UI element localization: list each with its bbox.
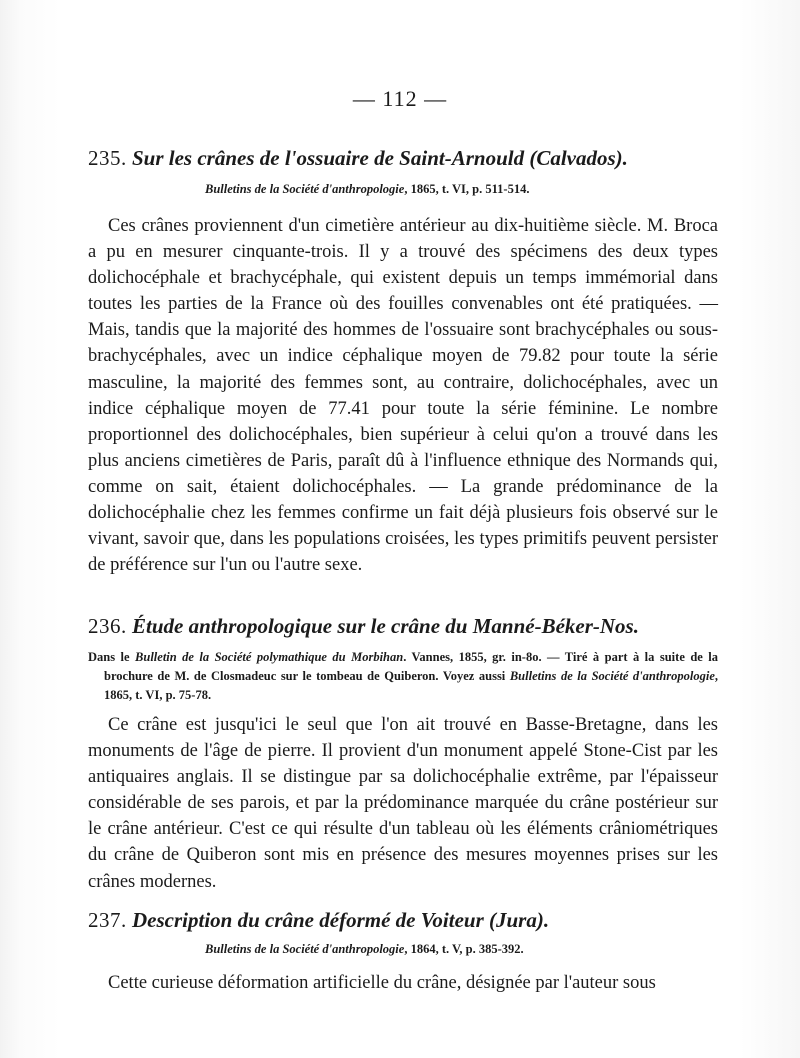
body-paragraph: Ce crâne est jusqu'ici le seul que l'on ait trouvé en Basse-Bretagne, dans les monuments de l'âge de pierre. Il provient d'un monument appelé Stone-Cist par les antiquaires anglais. Il se distingue par sa dolichocéphalie extrême, par l'épaisseur considérable de ses parois, et par la prédominance marquée du crâne postérieur sur le crâne antérieur. C'est ce qui résulte d'un tableau où les éléments crâniométriques du crâne de Quiberon sont mis en présence des mesures moyennes prises sur les crânes modernes. (88, 715, 718, 892)
body-paragraph: Ces crânes proviennent d'un cimetière antérieur au dix-huitième siècle. M. Broca a pu en mesurer cinquante-trois. Il y a trouvé des spécimens des deux types dolichocéphale et brachycéphale, qui existent depuis un temps immémorial dans toutes les parties de la France où des fouilles convenables ont été pratiquées. — Mais, tandis que la majorité des hommes de l'ossuaire sont brachycéphales ou sous-brachycéphales, avec un indice céphalique moyen de 79.82 pour toute la série masculine, la majorité des femmes sont, au contraire, dolichocéphales, avec un indice céphalique moyen de 77.41 pour toute la série féminine. Le nombre proportionnel des dolichocéphales, bien supérieur à celui qu'on a trouvé dans les plus anciens cimetières de Paris, paraît dû à l'influence ethnique des Normands qui, comme on sait, étaient dolichocéphales. — La grande prédominance de la dolichocéphalie chez les femmes confirme un fait déjà plusieurs fois observé sur le vivant, savoir que, dans les populations croisées, les types primitifs peuvent persister de préférence sur l'un ou l'autre sexe. (88, 216, 718, 576)
entry-236-body (88, 712, 718, 895)
entry-title: Sur les crânes de l'ossuaire de Saint-Arnould (Calvados). (132, 146, 628, 170)
entry-237-heading (88, 908, 549, 933)
reference-details: , 1865, t. VI, p. 511-514. (404, 182, 530, 196)
reference-details: , 1864, t. V, p. 385-392. (404, 942, 524, 956)
entry-number: 235. (88, 146, 127, 170)
reference-text: Dans le (88, 650, 136, 664)
entry-number: 236. (88, 614, 127, 638)
entry-title: Étude anthropologique sur le crâne du Manné-Béker-Nos. (132, 614, 639, 638)
entry-236-reference (88, 648, 718, 705)
reference-journal: Bulletins de la Société d'anthropologie (205, 182, 405, 196)
reference-journal: Bulletins de la Société d'anthropologie (509, 669, 715, 683)
entry-235-reference (205, 182, 529, 197)
body-paragraph: Cette curieuse déformation artificielle du crâne, désignée par l'auteur sous (108, 973, 656, 993)
reference-details: , 1865, t. VI, p. 75-78. (104, 669, 718, 702)
entry-237-body (88, 970, 718, 996)
reference-journal: Bulletin de la Société polymathique du Morbihan (135, 650, 404, 664)
entry-title: Description du crâne déformé de Voiteur (Jura). (132, 908, 550, 932)
entry-number: 237. (88, 908, 127, 932)
reference-text: . Vannes, 1855, gr. in-8o. — Tiré à part à la suite de la brochure de M. de Closmadeuc sur le tombeau de Quiberon. Voyez aussi (104, 650, 718, 683)
entry-235-body (88, 213, 718, 578)
reference-paragraph (88, 648, 718, 705)
entry-237-reference (205, 942, 524, 957)
reference-journal: Bulletins de la Société d'anthropologie (205, 942, 405, 956)
entry-235-heading (88, 146, 628, 171)
page-number: — 112 — (352, 86, 448, 111)
entry-236-heading (88, 614, 639, 639)
